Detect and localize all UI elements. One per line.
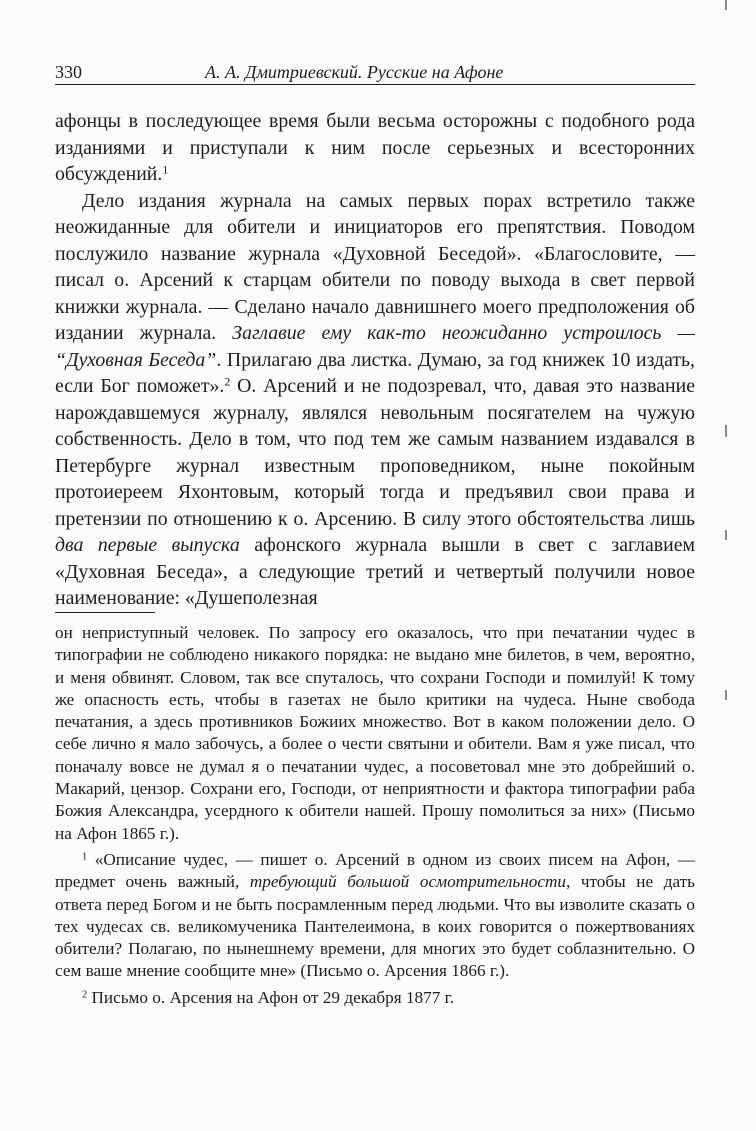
paragraph-2 [55, 188, 695, 612]
footnote-1-text-a: «Описание чудес, — пишет о. Арсений в одном из своих писем на Афон, — предмет очень важный, [55, 849, 695, 892]
footnote-1-emphasis: требующий большой осмотрительности [249, 872, 566, 892]
footnote-1 [55, 849, 695, 983]
page-number: 330 [55, 62, 82, 82]
scan-margin-mark [725, 530, 727, 540]
paragraph-1 [55, 108, 695, 188]
paragraph-2-text-a: Дело издания журнала на самых первых порах встретило также неожиданные для обители и инициаторов его препятствия. Поводом послужило название журнала «Духовной Беседой». «Благословите, — писал о. Арсений к старцам обители по поводу выхода в свет первой книжки журнала. — Сделано начало давнишнего моего предположения об издании журнала. [55, 189, 695, 344]
footnote-continued: он неприступный человек. По запросу его оказалось, что при печатании чудес в типографии не соблюдено никакого порядка: не выдано мне билетов, в чем, вероятно, и меня обвинят. Словом, так все спуталось, что сохрани Господи и помилуй! К тому же опасность есть, чтобы в газетах не было критики на чудеса. Ныне свобода печатания, а здесь противников Божиих множество. Вот в каком положении дело. О себе лично я мало забочусь, а более о чести святыни и обители. Вам я уже писал, что поначалу вовсе не думал я о печатании чудес, а посоветовал мне это добрейший о. Макарий, цензор. Сохрани его, Господи, от неприятности и фактора типографии раба Божия Александра, усердного к обители нашей. Прошу помолиться за них» (Письмо на Афон 1865 г.). [55, 623, 695, 843]
scan-margin-mark [725, 0, 727, 10]
footnote-2 [55, 987, 695, 1009]
footnote-1-text-b: , чтобы не дать ответа перед Богом и не быть посрамленным перед людьми. Что вы изволите сказать о тех чудесах св. великомученика Пантелеимона, в коих говорится о пожертвованиях обители? Полагаю, по нынешнему времени, для многих это будет соблазнительно. О сем ваше мнение сообщите мне» (Письмо о. Арсения 1866 г.). [55, 872, 696, 981]
footnotes [55, 622, 695, 1009]
running-title: А. А. Дмитриевский. Русские на Афоне [205, 62, 504, 82]
running-header [55, 62, 695, 85]
scan-margin-mark [725, 690, 727, 700]
paragraph-1-text: афонцы в последующее время были весьма осторожны с подобного рода изданиями и приступали к ним после серьезных и всесторонних обсуждений. [55, 110, 695, 185]
scan-margin-mark [725, 425, 727, 437]
paragraph-2-emphasis-a: Заглавие ему как-то неожиданно устроилось — “Духовная Беседа” [55, 322, 695, 371]
paragraph-2-text-c: О. Арсений и не подозревал, что, давая это название нарождавшемуся журналу, являлся невольным посягателем на чужую собственность. Дело в том, что под тем же самым названием издавался в Петербурге журнал известным проповедником, ныне покойным протоиереем Яхонтовым, который тогда и предъявил свои права и претензии по отношению к о. Арсению. В силу этого обстоятельства лишь [55, 375, 695, 530]
paragraph-2-emphasis-b: два первые выпуска [55, 534, 240, 556]
footnote-ref-1: 1 [162, 162, 169, 177]
paragraph-2-text-b: . Прилагаю два листка. Думаю, за год книжек 10 издать, если Бог поможет». [55, 348, 695, 397]
paragraph-2-text-d: афонского журнала вышли в свет с заглавием «Духовная Беседа», а следующие третий и четвертый получили новое наименование: «Душеполезная [55, 534, 695, 609]
footnote-2-mark: 2 [82, 989, 88, 1001]
footnote-separator [55, 612, 155, 613]
footnote-2-text: Письмо о. Арсения на Афон от 29 декабря 1877 г. [87, 987, 455, 1007]
footnote-1-mark: 1 [82, 851, 88, 863]
main-text [55, 108, 695, 612]
footnote-ref-2: 2 [224, 374, 231, 389]
